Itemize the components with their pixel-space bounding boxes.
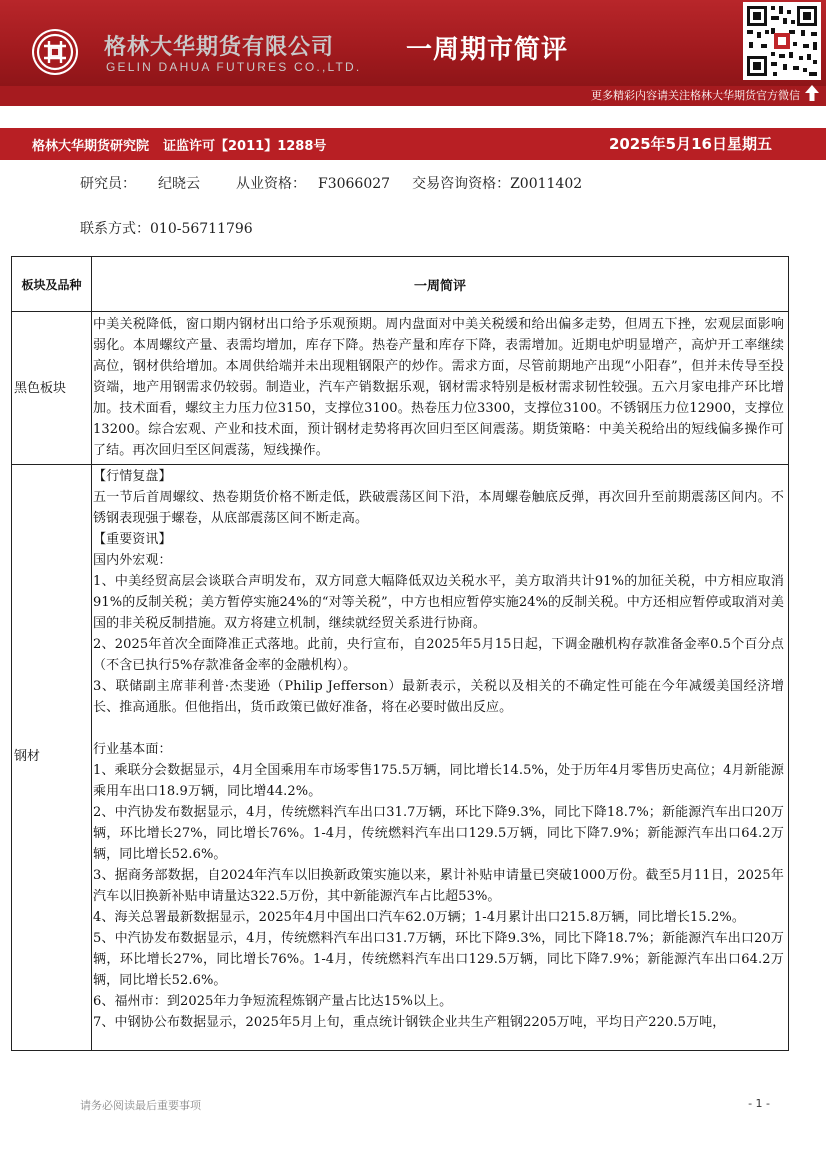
- commentary-table: [11, 256, 789, 1051]
- qualification-number: F3066027: [318, 176, 391, 192]
- researcher-label: 研究员：: [80, 176, 136, 192]
- arrow-up-icon: [804, 84, 820, 102]
- wechat-qr-code-icon: [743, 2, 821, 80]
- institute-license: [32, 135, 340, 154]
- review-text: 中美关税降低，窗口期内钢材出口给予乐观预期。周内盘面对中美关税缓和给出偏多走势，但周五下挫，宏观层面影响弱化。本周螺纹产量、表需均增加，库存下降。热卷产量和库存下降，表需增加。近期电炉明显增产，高炉开工率继续高位，钢材供给增加。本周供给端并未出现粗钢限产的炒作。需求方面，尽管前期地产出现“小阳春”，但并未传导至投资端，地产用钢需求仍较弱。制造业，汽车产销数据乐观，钢材需求特别是板材需求韧性较强。五六月家电排产环比增加。技术面看，螺纹主力压力位3150，支撑位3100。热卷压力位3300，支撑位3100。不锈钢压力位12900，支撑位13200。综合宏观、产业和技术面，预计钢材走势将再次回归至区间震荡。期货策略：中美关税给出的短线偏多操作可了结。再次回归至区间震荡，短线操作。: [93, 317, 784, 458]
- steel-paragraph: 2、2025年首次全面降准正式落地。此前，央行宣布，自2025年5月15日起，下调金融机构存款准备金率0.5个百分点（不含已执行5%存款准备金率的金融机构）。: [93, 637, 784, 673]
- blank-line: [93, 718, 784, 739]
- steel-paragraph: 国内外宏观：: [93, 553, 172, 568]
- steel-paragraph: 【行情复盘】: [93, 469, 172, 484]
- steel-paragraph: 2、中汽协发布数据显示，4月，传统燃料汽车出口31.7万辆，环比下降9.3%，同比下降18.7%；新能源汽车出口20万辆，环比增长27%，同比增长76%。1-4月，传统燃料汽车出口129.5万辆，同比下降7.9%；新能源汽车出口64.2万辆，同比增长52.6%。: [93, 805, 784, 862]
- category-steel: 钢材: [14, 749, 41, 764]
- researcher-name: 纪晓云: [158, 176, 200, 192]
- license-number: 证监许可【2011】1288号: [163, 139, 327, 154]
- info-bar: [0, 128, 826, 160]
- contact-number: 010-56711796: [150, 221, 253, 237]
- steel-paragraph: 6、福州市：到2025年力争短流程炼钢产量占比达15%以上。: [93, 994, 453, 1009]
- header-weekly-review: 一周简评: [413, 278, 466, 294]
- steel-paragraph: 行业基本面：: [93, 742, 172, 757]
- black-sector-review: [92, 314, 784, 461]
- company-name-cn: 格林大华期货有限公司: [104, 35, 335, 60]
- steel-paragraph: 3、据商务部数据，自2024年汽车以旧换新政策实施以来，累计补贴申请量已突破1000万份。截至5月11日，2025年汽车以旧换新补贴申请量达322.5万份，其中新能源汽车占比超53%。: [93, 868, 784, 904]
- consult-number: Z0011402: [510, 176, 583, 192]
- steel-paragraph: 4、海关总署最新数据显示，2025年4月中国出口汽车62.0万辆；1-4月累计出口215.8万辆，同比增长15.2%。: [93, 910, 745, 925]
- gelin-dahua-logo-icon: [32, 29, 78, 75]
- consult-label: 交易咨询资格：: [412, 176, 511, 192]
- report-date: 2025年5月16日星期五: [608, 135, 772, 153]
- qualification-label: 从业资格：: [236, 176, 306, 192]
- contact-line: [80, 218, 253, 238]
- steel-paragraph: 五一节后首周螺纹、热卷期货价格不断走低，跌破震荡区间下沿，本周螺卷触底反弹，再次回升至前期震荡区间内。不锈钢表现强于螺卷，从底部震荡区间不断走高。: [93, 490, 784, 526]
- steel-paragraph: 1、乘联分会数据显示，4月全国乘用车市场零售175.5万辆，同比增长14.5%，处于历年4月零售历史高位；4月新能源乘用车出口18.9万辆，同比增44.2%。: [93, 763, 784, 799]
- follow-wechat-text: 更多精彩内容请关注格林大华期货官方微信: [591, 89, 800, 102]
- steel-paragraph: 1、中美经贸高层会谈联合声明发布，双方同意大幅降低双边关税水平，美方取消共计91%的加征关税，中方相应取消91%的反制关税；美方暂停实施24%的“对等关税”，中方也相应暂停实施24%的反制关税。中方还相应暂停或取消对美国的非关税反制措施。双方将建立机制，继续就经贸关系进行协商。: [93, 574, 784, 631]
- steel-paragraph: 7、中钢协公布数据显示，2025年5月上旬，重点统计钢铁企业共生产粗钢2205万吨，平均日产220.5万吨，: [93, 1015, 726, 1030]
- row-divider: [12, 311, 788, 312]
- steel-review: [92, 466, 784, 1033]
- report-header: [0, 0, 826, 106]
- researcher-line: [80, 173, 582, 193]
- footer-notice: 请务必阅读最后重要事项: [80, 1099, 201, 1112]
- institute-name: 格林大华期货研究院: [32, 139, 150, 154]
- page-number: - 1 -: [748, 1097, 770, 1110]
- row-divider: [12, 464, 788, 465]
- steel-paragraph: 3、联储副主席菲利普·杰斐逊（Philip Jefferson）最新表示，关税以及相关的不确定性可能在今年减缓美国经济增长、推高通胀。但他指出，货币政策已做好准备，将在必要时做出反应。: [93, 679, 784, 715]
- category-black-sector: 黑色板块: [14, 381, 67, 396]
- contact-label: 联系方式：: [80, 221, 150, 237]
- steel-paragraph: 【重要资讯】: [93, 532, 172, 547]
- header-category: 板块及品种: [21, 277, 82, 292]
- company-name-en: GELIN DAHUA FUTURES CO.,LTD.: [106, 60, 362, 74]
- steel-paragraph: 5、中汽协发布数据显示，4月，传统燃料汽车出口31.7万辆，环比下降9.3%，同比下降18.7%；新能源汽车出口20万辆，环比增长27%，同比增长76%。1-4月，传统燃料汽车出口129.5万辆，同比下降7.9%；新能源汽车出口64.2万辆，同比增长52.6%。: [93, 931, 784, 988]
- report-title: 一周期市简评: [406, 35, 569, 65]
